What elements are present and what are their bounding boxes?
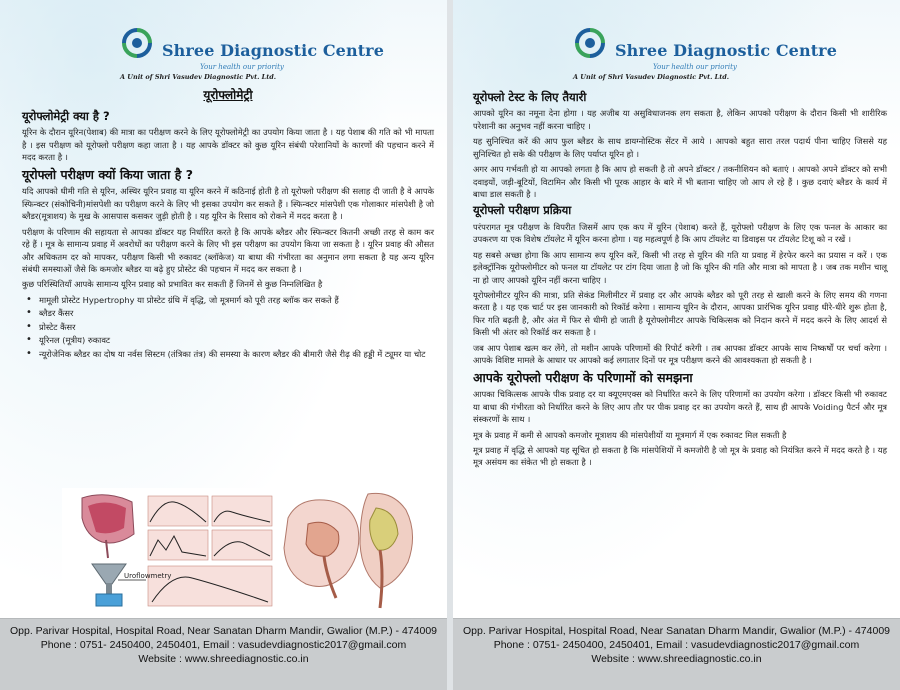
brand-tagline: Your health our priority	[653, 63, 737, 71]
footer-website[interactable]: Website : www.shreediagnostic.co.in	[138, 652, 309, 665]
figure-label: Uroflowmetry	[124, 572, 172, 580]
paragraph: अगर आप गर्भवती हो या आपको लगता है कि आप हो सकती है तो अपने डॉक्टर / तकनीशियन को बताएं । आपको अपने डॉक्टर को सभी दवाइयों, जड़ी-बूटियों, विटामिन और किसी भी पूरक आहार के बारे में भी बताना चाहिए जो आप ले रहे हैं । कुछ दवाएं ब्लैडर के कार्य में बाधा डाल सकती है ।	[473, 164, 887, 199]
footer-website[interactable]: Website : www.shreediagnostic.co.in	[591, 652, 762, 665]
section-heading: यूरोफ्लोमेट्री क्या है ?	[22, 109, 110, 123]
brand-name: Shree Diagnostic Centre	[615, 41, 837, 60]
right-content	[473, 88, 887, 472]
footer-contact: Phone : 0751- 2450400, 2450401, Email : vasudevdiagnostic2017@gmail.com	[493, 638, 860, 651]
footer-address: Opp. Parivar Hospital, Hospital Road, Near Sanatan Dharm Mandir, Gwalior (M.P.) - 474009	[10, 625, 437, 637]
logo-icon	[122, 28, 152, 58]
section-heading: यूरोफ्लो परीक्षण प्रक्रिया	[473, 203, 572, 218]
conditions-list	[24, 294, 434, 360]
paragraph: यह सुनिश्चित करें की आप फुल ब्लैडर के साथ डायग्नोस्टिक सेंटर में आये । आपको बहुत सारा तरल पदार्थ पीना चाहिए जिससे यह सुनिश्चित हो सके की परीक्षण के लिए पर्याप्त यूरिन हो ।	[473, 136, 887, 159]
brand-header	[453, 8, 900, 81]
footer	[453, 618, 900, 690]
footer-contact: Phone : 0751- 2450400, 2450401, Email : vasudevdiagnostic2017@gmail.com	[40, 638, 407, 651]
section-heading: आपके यूरोफ्लो परीक्षण के परिणामों को समझना	[473, 369, 693, 385]
brand-header	[0, 8, 447, 81]
list-item: • प्रोस्टेट कैंसर	[24, 321, 434, 333]
brand-name: Shree Diagnostic Centre	[162, 41, 384, 60]
list-item: • न्यूरोजेनिक ब्लैडर का दोष या नर्वस सिस्टम (तंत्रिका तंत्र) की समस्या के कारण ब्लैडर की बीमारी जैसे रीढ़ की हड्डी में ट्यूमर या चोट	[24, 348, 434, 360]
paragraph: मूत्र के प्रवाह में कमी से आपको कमजोर मूत्राशय की मांसपेशीयों या मूत्रमार्ग में एक रुकावट मिल सकती है	[473, 429, 787, 440]
logo-icon	[575, 28, 605, 58]
document-title: यूरोफ्लोमेट्री	[203, 88, 253, 102]
paragraph: यदि आपको धीमी गति से यूरिन, अस्थिर यूरिन प्रवाह या यूरिन करने में कठिनाई होती है तो यूरोफ्लो परीक्षण की सलाह दी जाती है वे आपके स्फिन्क्टर (संकोचिनी)मांसपेशी का परीक्षण करने के लिए भी इसका उपयोग कर सकते हैं । स्फिन्क्टर मांसपेशी एक गोलाकार मांसपेशी है जो ब्लैडर(मूत्राशय) के मुख के आसपास कसकर जुड़ी होती है । यह यूरिन के रिसाव को रोकने में मदद करता है ।	[22, 186, 434, 222]
brand-unit-line: A Unit of Shri Vasudev Diagnostic Pvt. Ltd.	[573, 73, 730, 81]
paragraph: आपका चिकित्सक आपके पीक प्रवाह दर या क्यूएमएक्स को निर्धारित करने के लिए परिणामों का उपयोग करेगा । डॉक्टर किसी भी रुकावट या बाधा की गंभीरता को निर्धारित करने के लिए आप तौर पर पीक प्रवाह दर का उपयोग करते हैं, साथ ही आपके Voiding पैटर्न और मूत्र संस्करणों के साथ ।	[473, 389, 887, 425]
left-page	[0, 0, 447, 690]
right-page	[453, 0, 900, 690]
uroflowmetry-illustration	[62, 488, 424, 616]
paragraph: यूरोफ्लोमीटर यूरिन की मात्रा, प्रति सेकंड मिलीमीटर में प्रवाह दर और आपके ब्लैडर को पूरी तरह से खाली करने के लिए समय की गणना करता है । यह एक चार्ट पर इस जानकारी को रिकॉर्ड करेगा । सामान्य यूरिन के दौरान, आपका प्रारंभिक यूरिन प्रवाह धीरे-धीरे शुरू होता है, फिर गति बढ़ती है, और अंत में फिर से धीमी हो जाती है यूरोफ्लोमीटर आपके चिकित्सक को निदान करने में मदद करने के लिए आदर्श से किसी भी अंतर को रिकॉर्ड कर सकता है ।	[473, 290, 887, 338]
footer	[0, 618, 447, 690]
paragraph: यूरिन के दौरान यूरिन(पेशाब) की मात्रा का परीक्षण करने के लिए यूरोफ्लोमेट्री का उपयोग किया जाता है । यह पेशाब की गति को भी मापता है । इस परीक्षण को यूरोफ्लो परीक्षण कहा जाता है । यह आपके डॉक्टर को कुछ यूरिन संबंधी परेशानियों के कारणों की पहचान करने में मदद करता है ।	[22, 127, 434, 163]
brand-unit-line: A Unit of Shri Vasudev Diagnostic Pvt. Ltd.	[120, 73, 277, 81]
section-heading: यूरोफ्लो परीक्षण क्यों किया जाता है ?	[22, 166, 193, 182]
paragraph: यह सबसे अच्छा होगा कि आप सामान्य रूप यूरिन करें, किसी भी तरह से यूरिन की गति या प्रवाह में हेरफेर करने का प्रयास न करें । एक इलेक्ट्रॉनिक यूरोफ्लोमीटर को फनल या टॉयलेट पर टांग दिया जाता है जो कि यूरिन की गति और मात्रा को मापता है । जब तक मशीन चालू ना हो जाए आपको यूरिन नहीं करना चाहिए ।	[473, 249, 887, 285]
left-content	[22, 86, 434, 361]
paragraph: जब आप पेशाब खत्म कर लेंगे, तो मशीन आपके परिणामों की रिपोर्ट करेगी । तब आपका डॉक्टर आपके साथ निष्कर्षों पर चर्चा करेगा । आपके विशिष्ट मामले के आधार पर आपको कई लगातार दिनों पर मूत्र परीक्षण करने की आवश्यकता हो सकती है ।	[473, 342, 887, 366]
list-item: • मामूली प्रोस्टेट Hypertrophy या प्रोस्टेट ग्रंथि में वृद्धि, जो मूत्रमार्ग को पूरी तरह ब्लॉक कर सकते हैं	[24, 294, 434, 306]
section-heading: यूरोफ्लो टेस्ट के लिए तैयारी	[473, 90, 587, 104]
paragraph: परीक्षण के परिणाम की सहायता से आपका डॉक्टर यह निर्धारित करते है कि आपके ब्लैडर और स्फिन्क्टर कितनी अच्छी तरह से काम कर रहे हैं । मूत्र के सामान्य प्रवाह में अवरोधों का परीक्षण करने के लिए भी इस परीक्षण का उपयोग किया जा सकता है । यूरिन प्रवाह की औसत और अधिकतम दर को मापकर, परीक्षण किसी भी रुकावट (ब्लॉकेज) या बाधा की गंभीरता का अनुमान लगा सकता है यह अन्य यूरिन संबंधी समस्याओं जैसे कि कमजोर ब्लैडर या बढ़े हुए प्रोस्टेट की पहचान में मदद कर सकता है ।	[22, 226, 434, 274]
paragraph: परंपरागत मूत्र परीक्षण के विपरीत जिसमें आप एक कप में यूरिन (पेशाब) करते हैं, यूरोफ्लो परीक्षण के लिए एक फनल के आकार का उपकरण या एक विशेष टॉयलेट में यूरिन करना होगा । यह महत्वपूर्ण है कि आप टॉयलेट या डिवाइस पर टॉयलेट टिशू को न रखें ।	[473, 221, 887, 245]
paragraph: मूत्र प्रवाह में वृद्धि से आपको यह सूचित हो सकता है कि मांसपेशियों में कमजोरी है जो मूत्र के प्रवाह को नियंत्रित करने में मदद करते है । यह मूत्र असंयम का संकेत भी हो सकता है ।	[473, 445, 887, 468]
footer-address: Opp. Parivar Hospital, Hospital Road, Near Sanatan Dharm Mandir, Gwalior (M.P.) - 474009	[463, 625, 890, 637]
list-item: • यूरिनल (मूत्रीय) रुकावट	[24, 334, 434, 346]
paragraph: कुछ परिस्थितियाँ आपके सामान्य यूरिन प्रवाह को प्रभावित कर सकती हैं जिनमें से कुछ निम्नलिखित है	[22, 279, 323, 290]
paragraph: आपको यूरिन का नमूना देना होगा । यह अजीब या असुविधाजनक लग सकता है, लेकिन आपको परीक्षण के दौरान किसी भी शारीरिक परेशानी का अनुभव नहीं करना चाहिए ।	[473, 108, 887, 131]
list-item: • ब्लैडर कैंसर	[24, 307, 434, 319]
brand-tagline: Your health our priority	[200, 63, 284, 71]
